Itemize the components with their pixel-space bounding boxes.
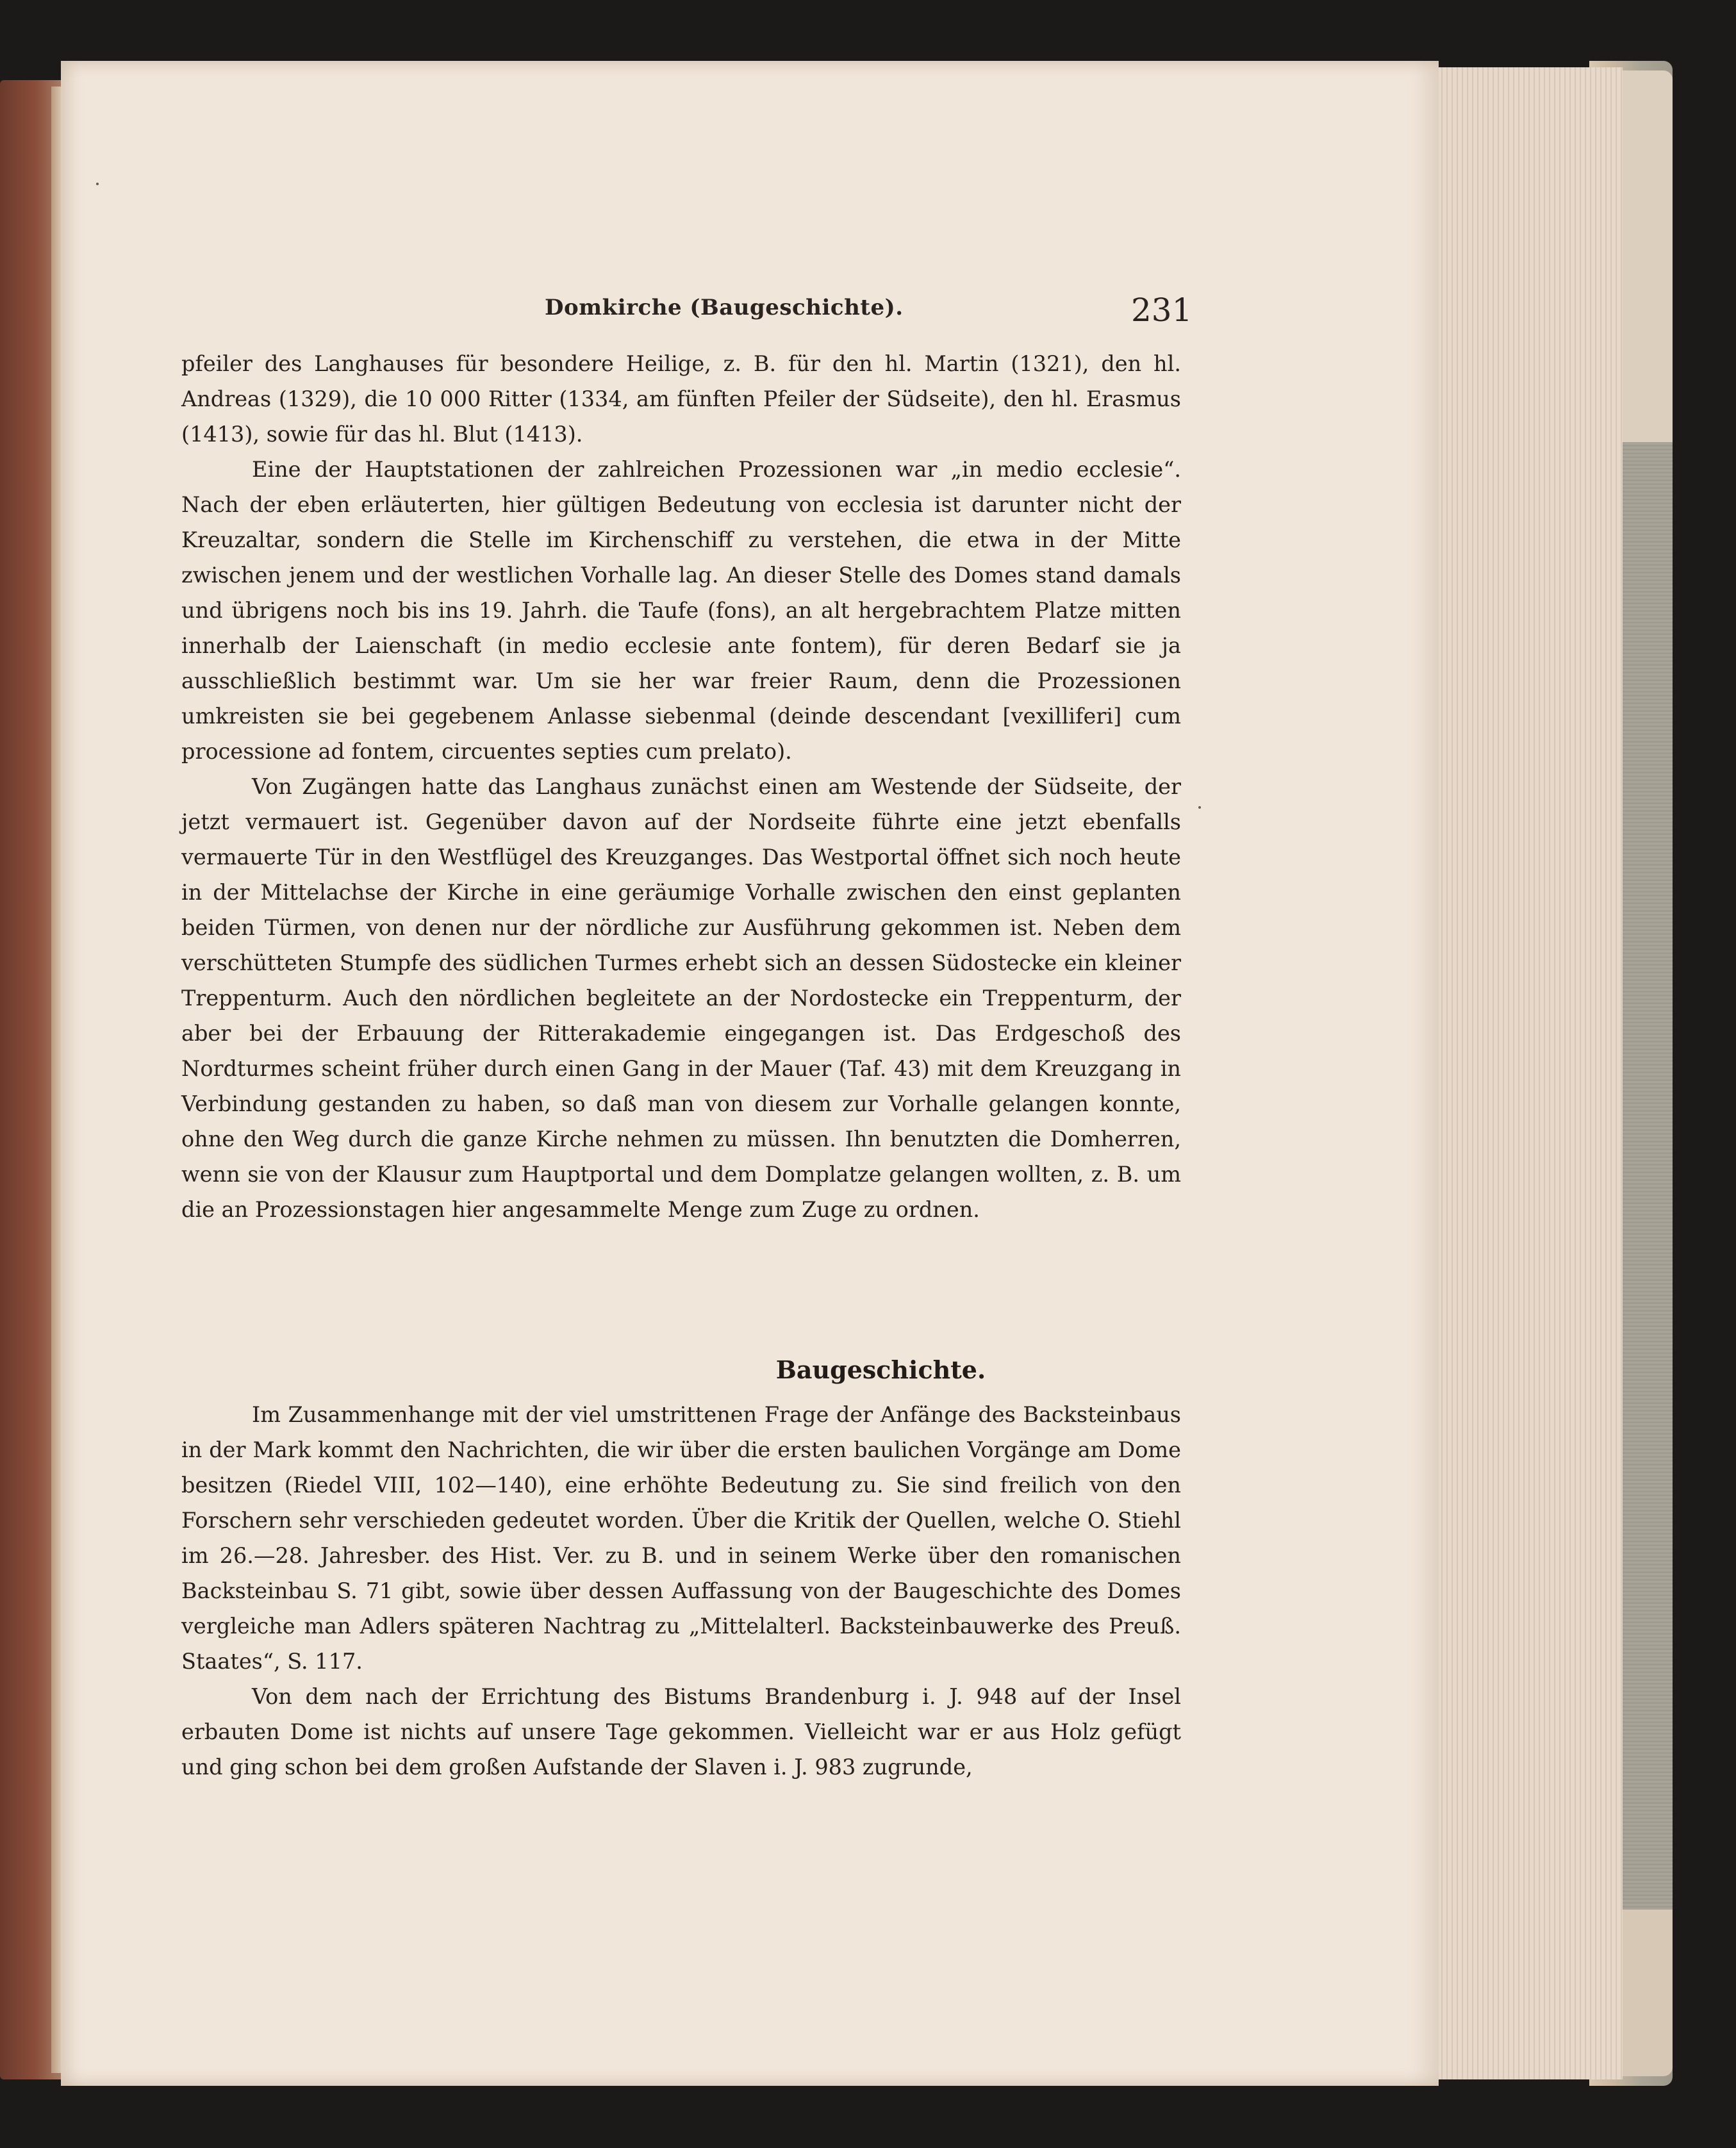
right-cover-bottom: [1615, 1910, 1673, 2076]
paragraph: Eine der Hauptstationen der zahlreichen Prozessionen war „in medio ecclesie“. Nach der eben erläuterten, hier gültigen Bedeutung von ecclesia ist darunter nicht der Kreuzaltar, sondern die Stelle im Kirchenschiff zu verstehen, die etwa in der Mitte zwischen jenem und der westlichen Vorhalle lag. An dieser Stelle des Domes stand damals und übrigens noch bis ins 19. Jahrh. die Taufe (fons), an alt hergebrachtem Platze mitten innerhalb der Laienschaft (in medio ecclesie ante fontem), für deren Bedarf sie ja ausschließlich bestimmt war. Um sie her war freier Raum, denn die Prozessionen umkreisten sie bei gegebenem Anlasse siebenmal (deinde descendant [vexilliferi] cum processione ad fontem, circuentes septies cum prelato).: [181, 457, 1181, 764]
speck: [1198, 806, 1201, 809]
speck: [96, 183, 99, 185]
paragraph: Von dem nach der Errichtung des Bistums Brandenburg i. J. 948 auf der Insel erbauten Dome ist nichts auf unsere Tage gekommen. Vielleicht war er aus Holz gefügt und ging schon bei dem großen Aufstande der Slaven i. J. 983 zugrunde,: [181, 1684, 1181, 1780]
section-heading: Baugeschichte.: [775, 1355, 986, 1384]
paragraph: Von Zugängen hatte das Langhaus zunächst einen am Westende der Südseite, der jetzt vermauert ist. Gegenüber davon auf der Nordseite führte eine jetzt ebenfalls vermauerte Tür in den Westflügel des Kreuzganges. Das Westportal öffnet sich noch heute in der Mittelachse der Kirche in eine geräumige Vorhalle zwischen den einst geplanten beiden Türmen, von denen nur der nördliche zur Ausführung gekommen ist. Neben dem verschütteten Stumpfe des südlichen Turmes erhebt sich an dessen Südostecke ein kleiner Treppenturm. Auch den nördlichen begleitete an der Nordostecke ein Treppenturm, der aber bei der Erbauung der Ritterakademie eingegangen ist. Das Erdgeschoß des Nordturmes scheint früher durch einen Gang in der Mauer (Taf. 43) mit dem Kreuzgang in Verbindung gestanden zu haben, so daß man von diesem zur Vorhalle gelangen konnte, ohne den Weg durch die ganze Kirche nehmen zu müssen. Ihn benutzten die Domherren, wenn sie von der Klausur zum Hauptportal und dem Domplatze gelangen wollten, z. B. um die an Prozessionstagen hier angesammelte Menge zum Zuge zu ordnen.: [181, 774, 1181, 1222]
right-cover-top: [1615, 70, 1673, 442]
page-number: 231: [1131, 292, 1193, 329]
text-block-upper: [181, 346, 1181, 1227]
text-block-lower: [181, 1397, 1181, 1785]
running-head: Domkirche (Baugeschichte).: [545, 295, 904, 320]
paragraph: Im Zusammenhange mit der viel umstrittenen Frage der Anfänge des Backsteinbaus in der Mark kommt den Nachrichten, die wir über die ersten baulichen Vorgänge am Dome besitzen (Riedel VIII, 102—140), eine erhöhte Bedeutung zu. Sie sind freilich von den Forschern sehr verschieden gedeutet worden. Über die Kritik der Quellen, welche O. Stiehl im 26.—28. Jahresber. des Hist. Ver. zu B. und in seinem Werke über den romanischen Backsteinbau S. 71 gibt, sowie über dessen Auffassung von der Baugeschichte des Domes vergleiche man Adlers späteren Nachtrag zu „Mittelalterl. Backsteinbauwerke des Preuß. Staates“, S. 117.: [181, 1402, 1181, 1674]
right-cover-cloth: [1615, 442, 1673, 1910]
paragraph: pfeiler des Langhauses für besondere Heilige, z. B. für den hl. Martin (1321), den hl. Andreas (1329), die 10 000 Ritter (1334, am fünften Pfeiler der Südseite), den hl. Erasmus (1413), sowie für das hl. Blut (1413).: [181, 351, 1181, 447]
page-edges-stack: [1416, 67, 1623, 2079]
